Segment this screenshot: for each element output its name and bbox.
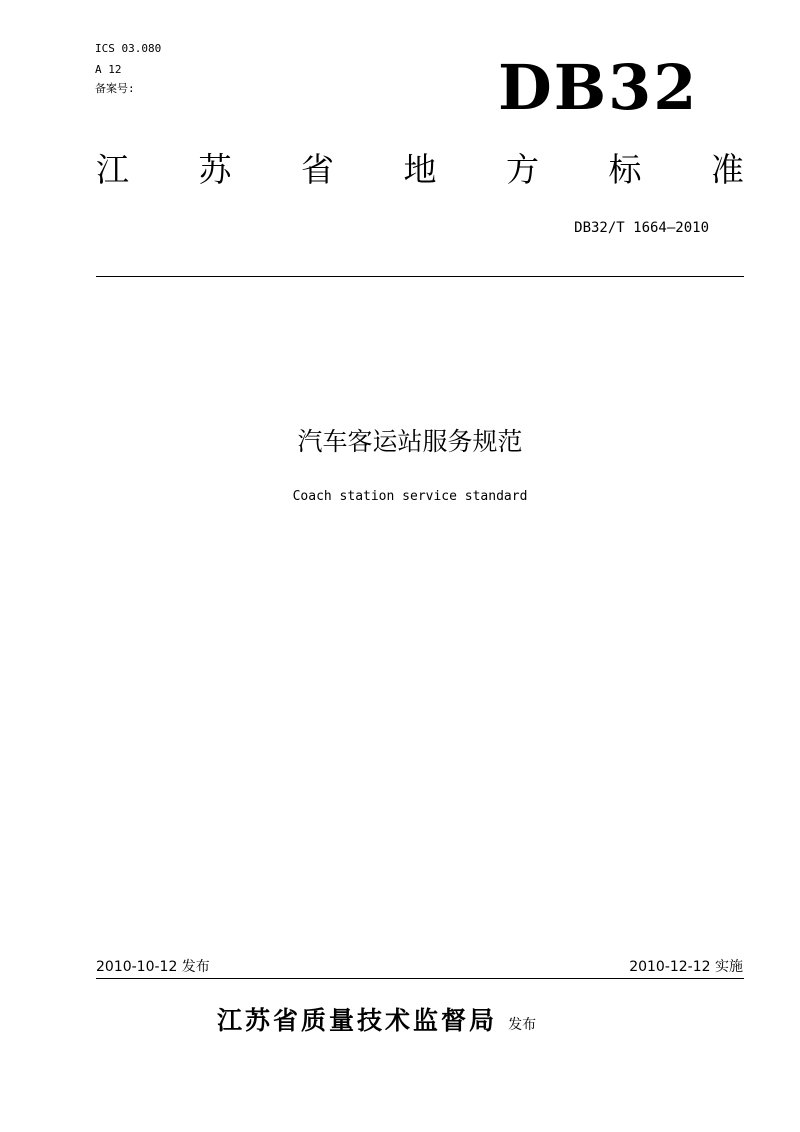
standard-type-heading — [96, 148, 744, 192]
standard-type-char: 准 — [711, 150, 744, 189]
classification-code: A 12 — [95, 63, 122, 76]
standard-type-char: 标 — [608, 150, 642, 189]
document-title-chinese: 汽车客运站服务规范 — [297, 427, 523, 456]
publisher-suffix: 发布 — [508, 1017, 537, 1033]
standard-type-char: 苏 — [198, 150, 232, 189]
record-number-label: 备案号: — [95, 82, 135, 95]
standard-type-char: 方 — [506, 150, 539, 189]
standard-type-char: 省 — [301, 150, 334, 189]
standard-number: DB32/T 1664—2010 — [574, 220, 709, 236]
document-title-english: Coach station service standard — [292, 489, 528, 504]
publisher-line — [217, 1003, 536, 1043]
issue-date: 2010-10-12 发布 — [96, 959, 210, 975]
ics-code: ICS 03.080 — [95, 42, 162, 55]
header-divider — [96, 276, 744, 277]
footer-divider — [96, 978, 744, 979]
standard-type-char: 地 — [403, 150, 437, 189]
effective-date: 2010-12-12 实施 — [629, 959, 743, 975]
db32-logo: DB32 — [498, 51, 699, 124]
standard-type-char: 江 — [96, 150, 129, 189]
publisher-name: 江苏省质量技术监督局 — [217, 1006, 498, 1035]
